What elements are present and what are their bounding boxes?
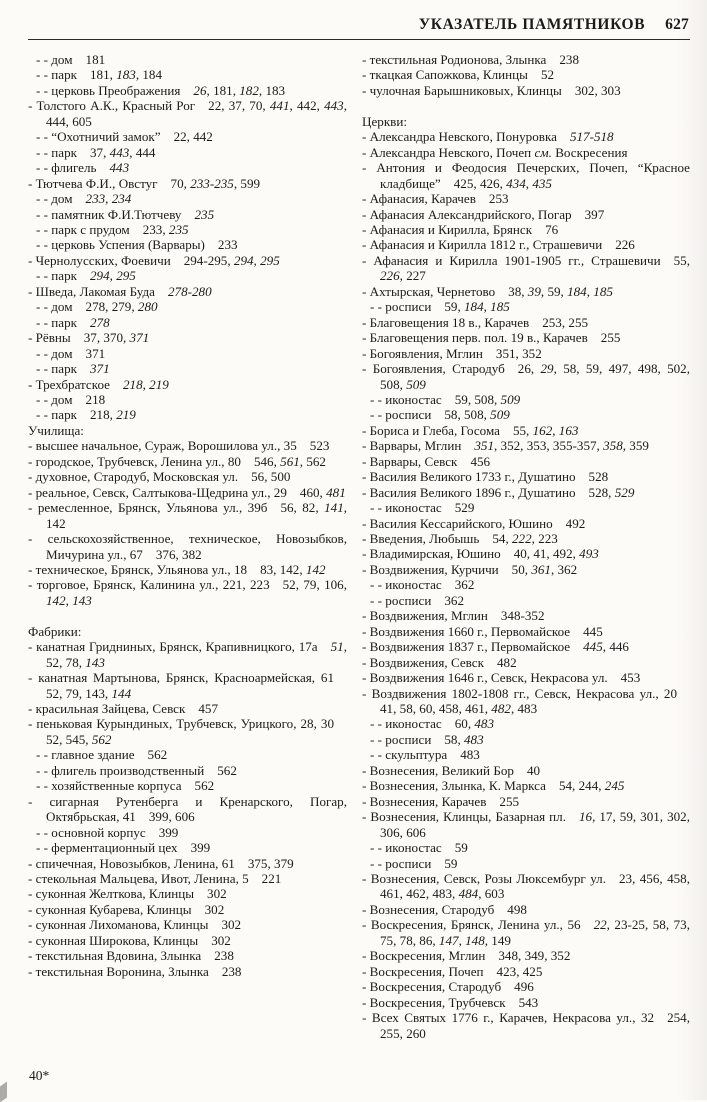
page-numbers: 59 — [454, 840, 468, 856]
index-entry: - суконная Желткова, Клинцы 302 — [28, 886, 227, 902]
index-entry: - текстильная Воронина, Злынка 238 — [28, 963, 242, 979]
page-numbers: 54, 222, 223 — [492, 531, 558, 547]
page-numbers: 445 — [583, 623, 603, 639]
page-numbers: 218, 219 — [122, 376, 169, 392]
page-numbers: 23, 456, 458, 461, 462, 483, 484, 603 — [380, 871, 690, 902]
index-entry: - реальное, Севск, Салтыкова-Щедрина ул., 29 460, 481 — [28, 484, 346, 500]
index-entry: - суконная Широкова, Клинцы 302 — [28, 932, 231, 948]
index-entry: - ремесленное, Брянск, Ульянова ул., 39б 56, 82, 141, 142 — [28, 500, 348, 531]
page-number: 627 — [665, 16, 689, 33]
page-numbers: 423, 425 — [496, 963, 543, 979]
index-subentry: - - церковь Успения (Варвары) 233 — [36, 237, 238, 253]
index-entry: - сигарная Рутенберга и Кренарского, Погар, Октябрьская, 41 399, 606 — [28, 793, 347, 825]
page-numbers: 528 — [588, 469, 609, 485]
index-entry: - Афанасия и Кирилла 1901-1905 гг., Страшевичи 55, 226, 227 — [362, 252, 690, 284]
page-numbers: 56, 500 — [251, 469, 291, 485]
index-subentry: - - иконостас 362 — [370, 577, 475, 593]
page-numbers: 233 — [217, 237, 238, 253]
index-entry: - текстильная Вдовина, Злынка 238 — [28, 948, 234, 964]
page-numbers: 41, 58, 60, 458, 461, 482, 483 — [380, 701, 538, 717]
page-numbers: 523 — [309, 438, 330, 454]
index-entry: - Воздвижения 1646 г., Севск, Некрасова ул. 453 — [362, 670, 641, 686]
index-entry: - Воскресения, Брянск, Ленина ул., 56 22, 23-25, 58, 73, 75, 78, 86, 147, 148, 149 — [362, 917, 690, 948]
index-subentry: - - дом 218 — [36, 391, 106, 407]
index-subentry: - - “Охотничий замок” 22, 442 — [36, 129, 213, 145]
section-spacer — [362, 98, 690, 113]
page-numbers: 397 — [584, 206, 605, 222]
page-numbers: 26, 181, 182, 183 — [193, 82, 286, 98]
page-numbers: 562 — [217, 762, 237, 778]
page-numbers: 76 — [545, 221, 559, 237]
page-numbers: 453 — [620, 670, 641, 686]
page-numbers: 492 — [565, 515, 586, 531]
index-entry: - чулочная Барышниковых, Клинцы 302, 303 — [362, 82, 621, 98]
page-numbers: 56, 82, 141, 142 — [46, 500, 348, 531]
index-subentry: - - росписи 362 — [370, 592, 464, 608]
page-numbers: 253 — [488, 191, 509, 207]
index-entry: - канатная Гридниных, Брянск, Крапивницкого, 17а 51, 52, 78, 143 — [28, 639, 347, 670]
page-numbers: 351, 352, 353, 355-357, 358, 359 — [474, 438, 649, 454]
page-numbers: 376, 382 — [155, 546, 202, 562]
index-entry: - Воскресения, Почеп 423, 425 — [362, 963, 543, 979]
index-subentry: - - парк с прудом 233, 235 — [36, 221, 189, 237]
index-column-right — [362, 52, 690, 1041]
index-entry: - Варвары, Севск 456 — [362, 453, 491, 469]
page-numbers: 218 — [85, 391, 106, 407]
index-entry: - Воскресения, Стародуб 496 — [362, 979, 534, 995]
section-spacer — [28, 608, 347, 623]
page-numbers: 181 — [85, 52, 106, 67]
page-numbers: 55, 162, 163 — [512, 422, 579, 438]
header-rule — [28, 39, 690, 40]
page-numbers: 218, 219 — [90, 407, 136, 423]
page-numbers: 294, 295 — [90, 268, 136, 284]
index-entry: - Воздвижения 1837 г., Первомайское 445, 446 — [362, 639, 629, 655]
page-numbers: 399 — [190, 840, 211, 856]
index-subentry: - - парк 278 — [36, 314, 110, 330]
index-subentry: - - парк 371 — [36, 361, 110, 377]
index-entry: - техническое, Брянск, Ульянова ул., 18 83, 142, 142 — [28, 561, 326, 577]
page-numbers: 38, 39, 59, 184, 185 — [508, 283, 613, 299]
index-entry: - стекольная Мальцева, Ивот, Ленина, 5 221 — [28, 871, 282, 886]
page-numbers: 562 — [147, 747, 168, 763]
page-numbers: 221 — [261, 871, 282, 886]
index-entry: - Вознесения, Стародуб 498 — [362, 901, 527, 917]
index-entry: - Благовещения перв. пол. 19 в., Карачев 255 — [362, 330, 621, 346]
index-subentry: - - иконостас 60, 483 — [370, 716, 494, 732]
page-numbers: 238 — [221, 963, 242, 979]
index-entry: - Воздвижения 1660 г., Первомайское 445 — [362, 623, 603, 639]
index-entry: - Василия Великого 1733 г., Душатино 528 — [362, 469, 609, 485]
index-entry: - Шведа, Лакомая Буда 278-280 — [28, 283, 212, 299]
index-subentry: - - основной корпус 399 — [36, 824, 179, 840]
index-column-left — [28, 52, 347, 1041]
page-numbers: 348, 349, 352 — [498, 948, 571, 964]
index-entry: - Всех Святых 1776 г., Карачев, Некрасова ул., 32 254, 255, 260 — [362, 1010, 690, 1041]
index-entry: - Афанасия и Кирилла 1812 г., Страшевичи 226 — [362, 237, 635, 253]
page-numbers: 456 — [470, 453, 491, 469]
index-entry: - Вознесения, Карачев 255 — [362, 793, 520, 809]
index-subentry: - - иконостас 529 — [370, 500, 475, 516]
page-numbers: 529 — [454, 500, 475, 516]
index-entry: - Ахтырская, Чернетово 38, 39, 59, 184, 185 — [362, 283, 613, 299]
index-subentry: - - главное здание 562 — [36, 747, 168, 763]
index-entry: - торговое, Брянск, Калинина ул., 221, 223 52, 79, 106, 142, 143 — [28, 577, 347, 608]
index-entry: - городское, Трубчевск, Ленина ул., 80 546, 561, 562 — [28, 453, 326, 469]
index-subentry: - - дом 233, 234 — [36, 191, 132, 207]
index-entry: - Варвары, Мглин 351, 352, 353, 355-357, 358, 359 — [362, 438, 649, 454]
page-numbers: 37, 370, 371 — [83, 330, 150, 346]
page-numbers: 235 — [194, 206, 215, 222]
index-entry: - Вознесения, Великий Бор 40 — [362, 762, 541, 778]
page-numbers: 278-280 — [168, 283, 212, 299]
page-numbers: 278 — [90, 314, 110, 330]
page-numbers: 50, 361, 362 — [511, 561, 578, 577]
index-subentry: - - росписи 59 — [370, 855, 458, 871]
index-entry: - Воскресения, Трубчевск 543 — [362, 994, 539, 1010]
page-numbers: 233, 234 — [85, 191, 132, 207]
index-entry: - сельскохозяйственное, техническое, Новозыбков, Мичурина ул., 67 376, 382 — [28, 531, 347, 562]
page-numbers: 70, 233-235, 599 — [170, 175, 261, 191]
page-numbers: 253, 255 — [542, 314, 589, 330]
page-numbers: 362 — [454, 577, 475, 593]
index-subentry: - - парк 37, 443, 444 — [36, 144, 156, 160]
page-numbers: 302 — [204, 901, 225, 917]
index-entry: - Василия Кессарийского, Юшино 492 — [362, 515, 586, 531]
page-numbers: 302 — [211, 932, 231, 948]
index-entry: - Богоявления, Стародуб 26, 29, 58, 59, 497, 498, 502, 508, 509 — [362, 361, 691, 392]
page-numbers: 52 — [540, 67, 555, 83]
index-subentry: - - дом 278, 279, 280 — [36, 299, 158, 315]
index-entry: - Владимирская, Юшино 40, 41, 492, 493 — [362, 546, 599, 562]
index-entry: - текстильная Родионова, Злынка 238 — [362, 52, 579, 67]
page-numbers: 59, 508, 509 — [454, 391, 521, 407]
page-numbers: 181, 183, 184 — [90, 67, 163, 83]
page-numbers: 482 — [496, 654, 517, 670]
page-numbers: 52, 79, 106, 142, 143 — [46, 577, 347, 608]
index-entry: - красильная Зайцева, Севск 457 — [28, 701, 218, 717]
index-entry: - Благовещения 18 в., Карачев 253, 255 — [362, 314, 589, 330]
page-numbers: 457 — [198, 701, 218, 717]
page-numbers: 371 — [90, 361, 110, 377]
page-numbers: 528, 529 — [588, 484, 635, 500]
page-numbers: 40, 41, 492, 493 — [513, 546, 599, 562]
page-numbers: 546, 561, 562 — [253, 453, 326, 469]
page-numbers: 375, 379 — [247, 855, 294, 871]
page-numbers: 40 — [526, 762, 541, 778]
page-numbers: 226 — [615, 237, 635, 253]
page-numbers: 460, 481 — [299, 484, 346, 500]
page-numbers: 302 — [221, 917, 242, 933]
index-entry: - Вознесения, Севск, Розы Люксембург ул. 23, 456, 458, 461, 462, 483, 484, 603 — [362, 871, 690, 902]
index-subentry: - - парк 181, 183, 184 — [36, 67, 163, 83]
index-entry: - Афанасия Александрийского, Погар 397 — [362, 206, 605, 222]
page-numbers: 238 — [559, 52, 579, 67]
page-numbers: 37, 443, 444 — [90, 144, 156, 160]
index-subentry: - - хозяйственные корпуса 562 — [36, 778, 215, 794]
index-subentry: - - иконостас 59, 508, 509 — [370, 391, 521, 407]
page-numbers: 498 — [507, 901, 527, 917]
page-numbers: 302 — [207, 886, 227, 902]
index-entry: - Чернолусских, Фоевичи 294-295, 294, 295 — [28, 252, 280, 268]
index-entry: - канатная Мартынова, Брянск, Красноармейская, 6152, 79, 143, 144 — [28, 670, 334, 701]
page-numbers: 58, 508, 509 — [444, 407, 510, 423]
index-entry: - спичечная, Новозыбков, Ленина, 61 375, 379 — [28, 855, 294, 871]
page-numbers: 443 — [109, 160, 130, 176]
index-subentry: - - иконостас 59 — [370, 840, 468, 856]
page-numbers: 562 — [194, 778, 215, 794]
page-numbers: 16, 17, 59, 301, 302, 306, 606 — [380, 809, 690, 840]
page-numbers: 278, 279, 280 — [85, 299, 158, 315]
page-numbers: 255 — [499, 793, 520, 809]
index-subentry: - - церковь Преображения 26, 181, 182, 183 — [36, 82, 286, 98]
page-numbers: 59 — [444, 855, 458, 871]
index-entry: - Александра Невского, Понуровка 517-518 — [362, 129, 614, 145]
page-numbers: 254, 255, 260 — [380, 1010, 690, 1041]
page-numbers: 58, 483 — [444, 731, 484, 747]
index-entry: - Воскресения, Мглин 348, 349, 352 — [362, 948, 571, 964]
index-entry: - суконная Кубарева, Клинцы 302 — [28, 901, 225, 917]
page-numbers: 26, 29, 58, 59, 497, 498, 502, 508, 509 — [380, 361, 691, 392]
page-numbers: 51, 52, 78, 143 — [46, 639, 347, 670]
section-heading: Церкви: — [362, 113, 408, 129]
page-numbers: 302, 303 — [574, 82, 621, 98]
page-header — [28, 16, 690, 34]
page-numbers: 371 — [85, 345, 106, 361]
index-entry: - Богоявления, Мглин 351, 352 — [362, 345, 542, 361]
page-numbers: 22, 23-25, 58, 73, 75, 78, 86, 147, 148, 149 — [380, 917, 690, 948]
index-columns — [28, 52, 690, 1041]
page-numbers: 238 — [214, 948, 234, 964]
index-entry: - высшее начальное, Сураж, Ворошилова ул., 35 523 — [28, 438, 330, 454]
index-entry: - суконная Лихоманова, Клинцы 302 — [28, 917, 242, 933]
running-title: УКАЗАТЕЛЬ ПАМЯТНИКОВ — [418, 16, 646, 33]
index-entry: - Введения, Любышь 54, 222, 223 — [362, 531, 558, 547]
section-heading: Фабрики: — [28, 623, 82, 639]
page-numbers: 294-295, 294, 295 — [183, 252, 280, 268]
section-heading: Училища: — [28, 422, 84, 438]
scan-artifact — [0, 1082, 7, 1102]
page-numbers: 60, 483 — [454, 716, 494, 732]
index-entry: - Бориса и Глеба, Госома 55, 162, 163 — [362, 422, 579, 438]
page-numbers: 496 — [514, 979, 534, 995]
index-entry: - Рёвны 37, 370, 371 — [28, 330, 150, 346]
page-numbers: 351, 352 — [495, 345, 542, 361]
page-numbers: 399 — [158, 824, 179, 840]
index-subentry: - - парк 218, 219 — [36, 407, 136, 423]
page-numbers: 517-518 — [569, 129, 614, 145]
page-numbers: 543 — [518, 994, 539, 1010]
index-entry: - Вознесения, Злынка, К. Маркса 54, 244, 245 — [362, 778, 625, 794]
index-entry: - ткацкая Сапожкова, Клинцы 52 — [362, 67, 555, 83]
index-entry: - Воздвижения, Курчичи 50, 361, 362 — [362, 561, 578, 577]
signature-mark: 40* — [29, 1068, 50, 1083]
index-entry: - Воздвижения 1802-1808 гг., Севск, Некрасова ул., 2041, 58, 60, 458, 461, 482, 483 — [362, 685, 677, 717]
index-subentry: - - ферментационный цех 399 — [36, 840, 211, 856]
index-subentry: - - дом 371 — [36, 345, 106, 361]
index-entry: - духовное, Стародуб, Московская ул. 56, 500 — [28, 469, 291, 485]
index-entry: - Толстого А.К., Красный Рог 22, 37, 70, 441, 442, 443, 444, 605 — [28, 98, 347, 129]
page-numbers: 52, 79, 143, 144 — [46, 685, 132, 701]
index-entry: - Антония и Феодосия Печерских, Почеп, “Красное кладбище” 425, 426, 434, 435 — [362, 160, 690, 191]
index-subentry: - - парк 294, 295 — [36, 268, 136, 284]
page-numbers: 54, 244, 245 — [558, 778, 625, 794]
index-subentry: - - скульптура 483 — [370, 747, 480, 763]
index-entry: - пеньковая Курындиных, Трубчевск, Урицкого, 28, 3052, 545, 562 — [28, 716, 334, 747]
page-numbers: 445, 446 — [583, 639, 629, 655]
index-entry: - Воздвижения, Мглин 348-352 — [362, 608, 545, 624]
index-entry: - Вознесения, Клинцы, Базарная пл. 16, 17, 59, 301, 302, 306, 606 — [362, 809, 690, 840]
page-numbers: 83, 142, 142 — [260, 561, 326, 577]
index-subentry: - - памятник Ф.И.Тютчеву 235 — [36, 206, 215, 222]
page-numbers: 483 — [460, 747, 480, 763]
index-subentry: - - флигель 443 — [36, 160, 130, 176]
index-subentry: - - дом 181 — [36, 52, 106, 67]
page-numbers: 348-352 — [500, 608, 545, 624]
index-entry: - Воздвижения, Севск 482 — [362, 654, 517, 670]
index-entry: - Василия Великого 1896 г., Душатино 528, 529 — [362, 484, 635, 500]
page-numbers: 22, 37, 70, 441, 442, 443, 444, 605 — [46, 98, 347, 129]
index-entry: - Тютчева Ф.И., Овстуг 70, 233-235, 599 — [28, 175, 261, 191]
index-subentry: - - росписи 58, 508, 509 — [370, 407, 510, 423]
index-entry: - Трехбратское 218, 219 — [28, 376, 169, 392]
page-numbers: 59, 184, 185 — [444, 299, 510, 315]
page-numbers: 362 — [444, 592, 464, 608]
index-entry: - Александра Невского, Почеп см. Воскресения — [362, 144, 628, 160]
page-numbers: 55, 226, 227 — [380, 252, 690, 284]
index-entry: - Афанасия, Карачев 253 — [362, 191, 509, 207]
index-subentry: - - флигель производственный 562 — [36, 762, 237, 778]
page-numbers: 399, 606 — [148, 809, 195, 825]
page-numbers: 255 — [600, 330, 621, 346]
page-numbers: 425, 426, 434, 435 — [453, 175, 552, 191]
page-numbers: 52, 545, 562 — [46, 731, 112, 747]
page-numbers: 22, 442 — [173, 129, 213, 145]
index-subentry: - - росписи 58, 483 — [370, 731, 484, 747]
index-subentry: - - росписи 59, 184, 185 — [370, 299, 510, 315]
page-numbers: 233, 235 — [142, 221, 189, 237]
index-entry: - Афанасия и Кирилла, Брянск 76 — [362, 221, 559, 237]
